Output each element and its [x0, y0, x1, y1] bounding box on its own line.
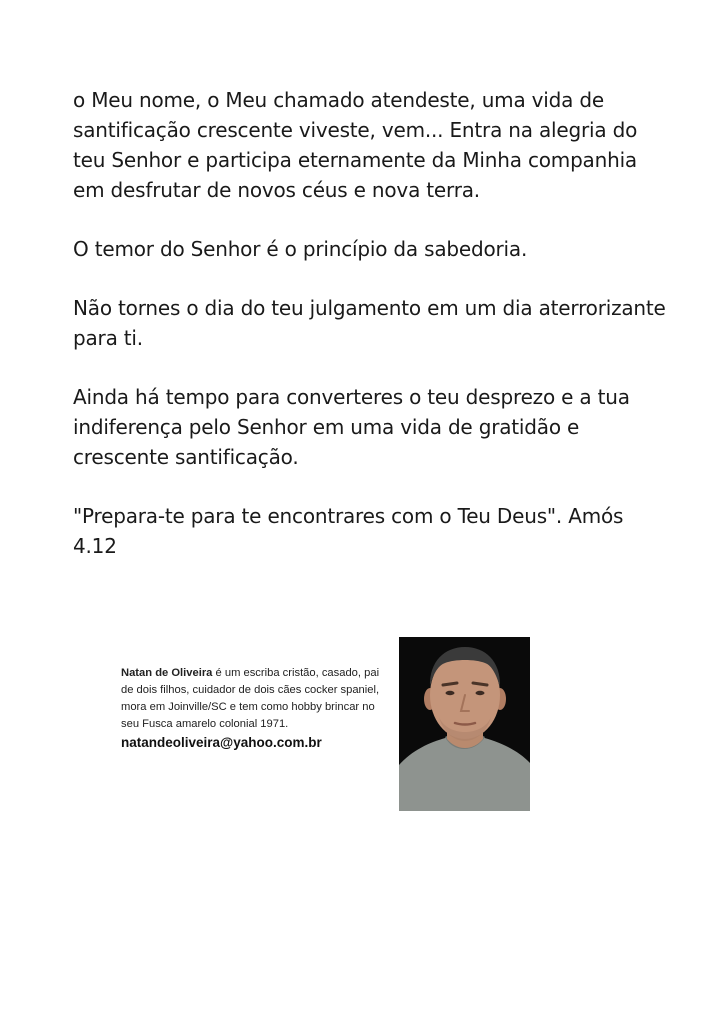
main-text: [73, 85, 673, 590]
author-description: é um escriba cristão, casado, pai de dois filhos, cuidador de dois cães cocker spaniel, mora em Joinville/SC e tem como hobby brincar no seu Fusca amarelo colonial 1971.: [121, 667, 380, 730]
paragraph-2: O temor do Senhor é o princípio da sabedoria.: [73, 237, 528, 261]
author-name: Natan de Oliveira: [121, 667, 213, 679]
author-bio: [121, 665, 386, 752]
paragraph-4: Ainda há tempo para converteres o teu desprezo e a tua indiferença pelo Senhor em uma vida de gratidão e crescente santificação.: [73, 385, 630, 469]
paragraph-3: Não tornes o dia do teu julgamento em um dia aterrorizante para ti.: [73, 296, 666, 350]
author-photo: [399, 637, 530, 811]
author-email: natandeoliveira@yahoo.com.br: [121, 735, 322, 750]
paragraph-5: "Prepara-te para te encontrares com o Teu Deus". Amós 4.12: [73, 504, 624, 558]
paragraph-1: o Meu nome, o Meu chamado atendeste, uma vida de santificação crescente viveste, vem... Entra na alegria do teu Senhor e participa eternamente da Minha companhia em desfrutar de novos céus e nova terra.: [73, 88, 638, 202]
